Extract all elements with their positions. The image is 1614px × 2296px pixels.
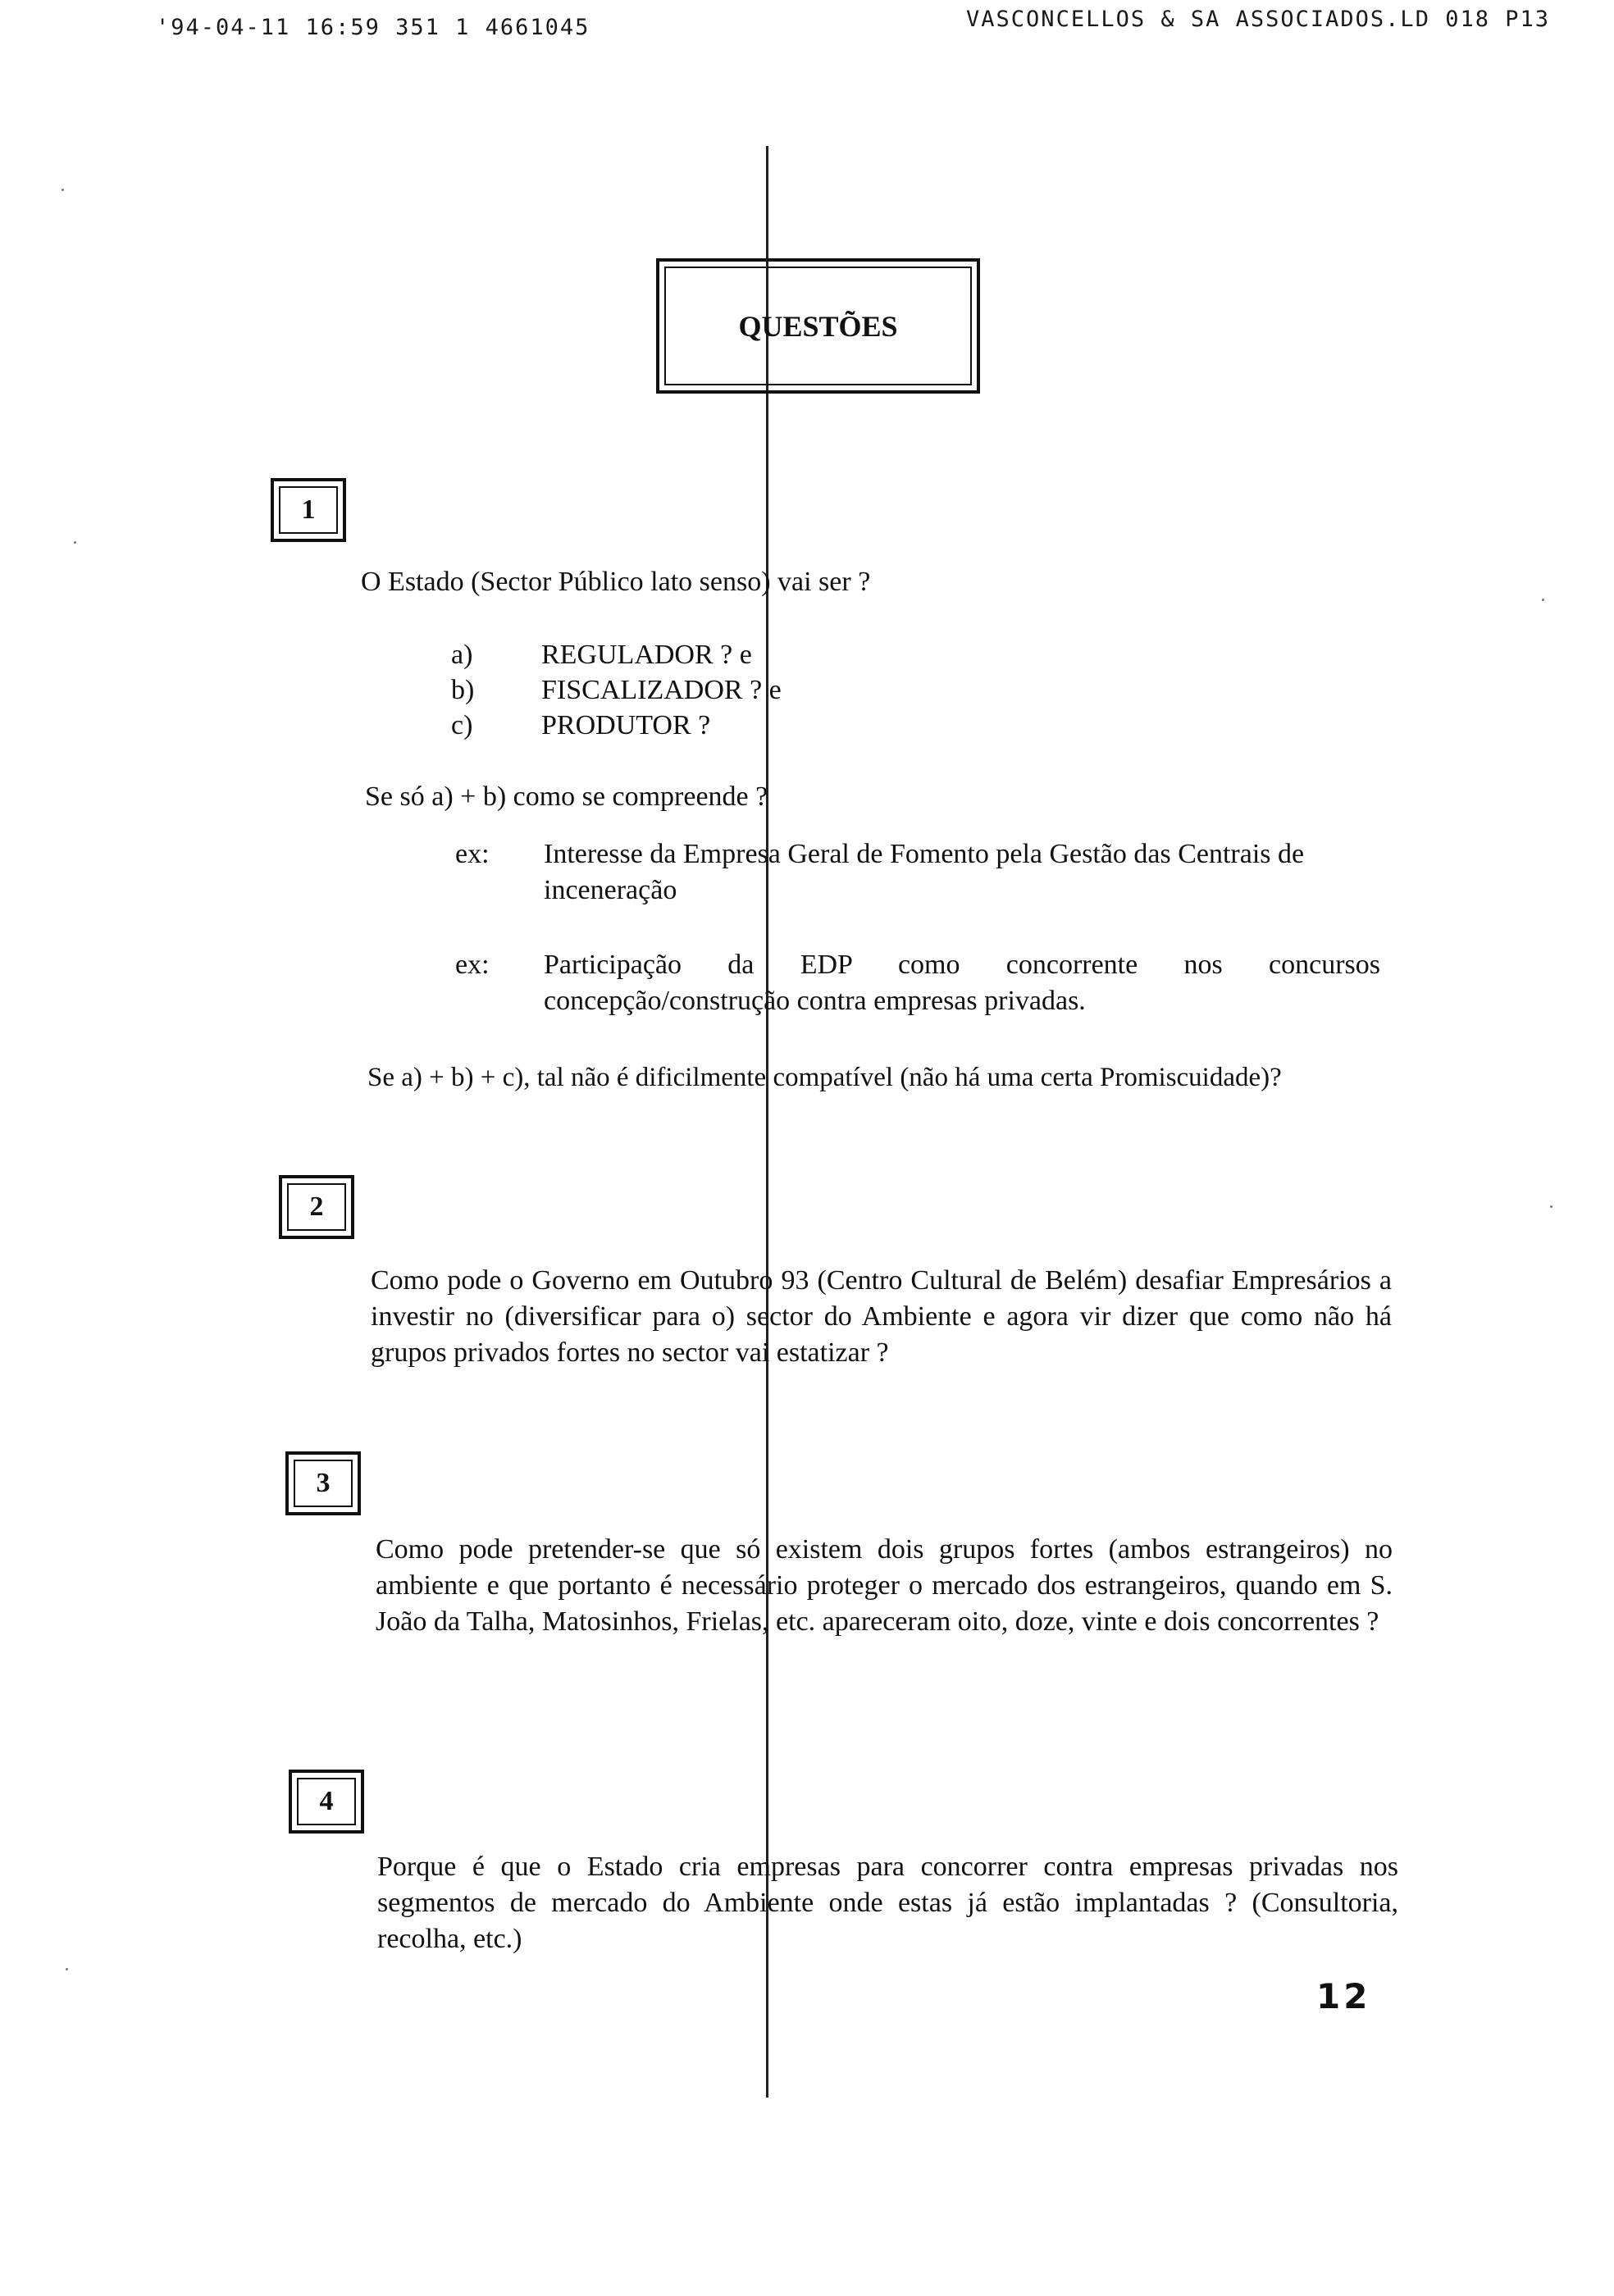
list-text: PRODUTOR ?: [541, 710, 711, 740]
question-1-follow-up: Se só a) + b) como se compreende ?: [365, 781, 768, 812]
example-1: [455, 836, 1390, 910]
list-marker: c): [451, 710, 473, 740]
list-marker: a): [451, 640, 473, 670]
question-4-number: 4: [289, 1770, 364, 1834]
fax-timestamp: '94-04-11 16:59 351 1 4661045: [156, 15, 590, 40]
question-2-text: Como pode o Governo em Outubro 93 (Centro Cultural de Belém) desafiar Empresários a investir no (diversificar para o) sector do Ambiente e agora vir dizer que como não há grupos privados fortes no sector vai estatizar ?: [371, 1265, 1392, 1368]
example-label: ex:: [455, 950, 490, 980]
scan-speck: [1542, 599, 1544, 601]
example-label: ex:: [455, 839, 490, 869]
fax-sender: VASCONCELLOS & SA ASSOCIADOS.LD 018 P13: [966, 7, 1550, 32]
question-3-text: Como pode pretender-se que só existem dois grupos fortes (ambos estrangeiros) no ambiente e que portanto é necessário proteger o mercado dos estrangeiros, quando em S. João da Talha, Matosinhos, Frielas, etc. apareceram oito, doze, vinte e dois concorrentes ?: [376, 1534, 1393, 1637]
list-text: REGULADOR ? e: [541, 640, 752, 670]
list-item: [451, 637, 943, 673]
question-1-intro: O Estado (Sector Público lato senso) vai ser ?: [361, 567, 871, 597]
question-4-text: Porque é que o Estado cria empresas para concorrer contra empresas privadas nos segmentos de mercado do Ambiente onde estas já estão implantadas ? (Consultoria, recolha, etc.): [377, 1852, 1398, 1954]
fax-header: [156, 7, 1550, 43]
list-item: [451, 708, 943, 744]
list-text: FISCALIZADOR ? e: [541, 675, 782, 705]
page-number: 12: [1316, 1976, 1371, 2016]
scan-speck: [1550, 1205, 1552, 1208]
scan-speck: [62, 189, 64, 191]
fold-line: [766, 146, 768, 2098]
question-1-number: 1: [271, 478, 346, 542]
list-marker: b): [451, 675, 475, 705]
question-3-number: 3: [285, 1451, 361, 1515]
question-2-number: 2: [279, 1175, 354, 1239]
list-item: [451, 672, 943, 708]
title-box: [656, 258, 980, 394]
example-text: Participação da EDP como concorrente nos concursos concepção/construção contra empresas privadas.: [544, 950, 1380, 1016]
example-2: [455, 947, 1390, 1021]
scan-speck: [74, 541, 76, 544]
page-title: QUESTÕES: [738, 309, 898, 343]
example-text: Interesse da Empresa Geral de Fomento pela Gestão das Centrais de inceneração: [544, 839, 1305, 905]
scan-speck: [66, 1968, 68, 1970]
question-1-conclusion: Se a) + b) + c), tal não é dificilmente compatível (não há uma certa Promiscuidade)?: [367, 1063, 1282, 1092]
